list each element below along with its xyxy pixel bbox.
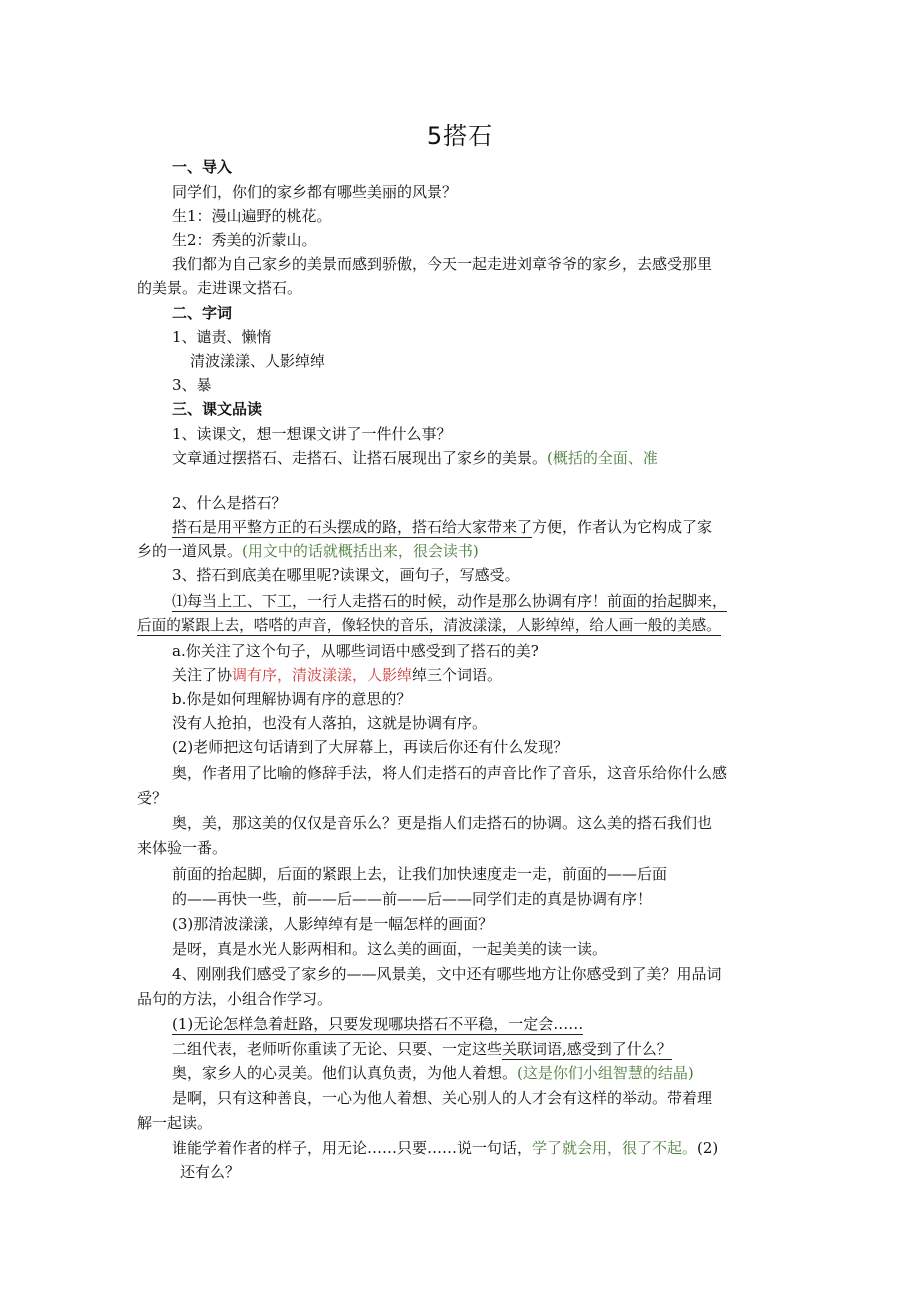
section-heading-intro: 一、导入 bbox=[172, 158, 233, 176]
section-heading-reading: 三、课文品读 bbox=[172, 400, 263, 418]
paragraph-line: 同学们，你们的家乡都有哪些美丽的风景？ bbox=[172, 183, 458, 201]
paragraph-text: 绰三个词语。 bbox=[412, 666, 503, 684]
paragraph-line: a.你关注了这个句子，从哪些词语中感受到了搭石的美? bbox=[172, 642, 539, 660]
paragraph-line: 是啊，只有这种善良，一心为他人着想、关心别人的人才会有这样的举动。带着理 bbox=[172, 1089, 713, 1107]
paragraph-line bbox=[137, 617, 797, 635]
paragraph-line: (2)老师把这句话请到了大屏幕上，再读后你还有什么发现？ bbox=[172, 738, 569, 756]
paragraph-line bbox=[137, 542, 797, 560]
paragraph-line: 奥，作者用了比喻的修辞手法，将人们走搭石的声音比作了音乐，这音乐给你什么感 bbox=[172, 764, 728, 782]
paragraph-line: 3、搭石到底美在哪里呢?读课文，画句子，写感受。 bbox=[172, 566, 520, 584]
paragraph-line: 2、什么是搭石？ bbox=[172, 494, 287, 512]
underlined-text: (1)无论怎样急着赶路，只要发现哪块搭石不平稳，一定会…… bbox=[172, 1015, 584, 1033]
paragraph-line: 的美景。走进课文搭石。 bbox=[137, 279, 303, 297]
paragraph-line bbox=[172, 1015, 832, 1033]
paragraph-line: 还有么？ bbox=[180, 1163, 241, 1181]
paragraph-line: 的——再快一些，前——后——前——后——同学们走的真是协调有序！ bbox=[172, 890, 653, 908]
paragraph-text: 文章通过摆搭石、走搭石、让搭石展现出了家乡的美景。 bbox=[172, 449, 548, 467]
teacher-comment: (这是你们小组智慧的结晶) bbox=[517, 1064, 694, 1082]
highlighted-words: 调有序，清波漾漾，人影绰 bbox=[232, 666, 413, 684]
teacher-comment: (概括的全面、准 bbox=[547, 449, 658, 467]
underlined-text: 后面的紧跟上去，嗒嗒的声音，像轻快的音乐，清波漾漾，人影绰绰，给人画一般的美感。 bbox=[137, 617, 721, 634]
paragraph-line: 清波漾漾、人影绰绰 bbox=[190, 352, 326, 370]
paragraph-line bbox=[172, 592, 832, 610]
paragraph-line bbox=[172, 1040, 832, 1058]
paragraph-line: 1、读课文，想一想课文讲了一件什么事？ bbox=[172, 425, 452, 443]
paragraph-line: 前面的抬起脚，后面的紧跟上去，让我们加快速度走一走，前面的——后面 bbox=[172, 865, 668, 883]
paragraph-text: 方便，作者认为它构成了家 bbox=[532, 518, 713, 536]
paragraph-text: (2) bbox=[697, 1139, 719, 1157]
page-title: 5搭石 bbox=[426, 122, 494, 150]
paragraph-line: 奥，美，那这美的仅仅是音乐么？更是指人们走搭石的协调。这么美的搭石我们也 bbox=[172, 814, 713, 832]
section-heading-words: 二、字词 bbox=[172, 304, 233, 322]
paragraph-line: 是呀，真是水光人影两相和。这么美的画面，一起美美的读一读。 bbox=[172, 940, 608, 958]
paragraph-line: (3)那清波漾漾，人影绰绰有是一幅怎样的画面？ bbox=[172, 915, 494, 933]
teacher-comment: 学了就会用，很了不起。 bbox=[532, 1139, 698, 1157]
paragraph-line: 4、刚刚我们感受了家乡的——风景美，文中还有哪些地方让你感受到了美？用品词 bbox=[172, 965, 722, 983]
underlined-text: 关联词语,感受到了什么？ bbox=[502, 1040, 672, 1058]
paragraph-line bbox=[172, 1064, 832, 1082]
paragraph-line: 生2：秀美的沂蒙山。 bbox=[172, 231, 317, 249]
paragraph-line: 1、谴责、懒惰 bbox=[172, 328, 272, 346]
paragraph-line: 品句的方法，小组合作学习。 bbox=[137, 990, 333, 1008]
paragraph-line: 3、暴 bbox=[172, 376, 212, 394]
paragraph-text: 二组代表，老师听你重读了无论、只要、一定这些 bbox=[172, 1040, 503, 1058]
paragraph-line: 来体验一番。 bbox=[137, 839, 228, 857]
paragraph-line: 受？ bbox=[137, 789, 168, 807]
paragraph-text: 谁能学着作者的样子，用无论……只要……说一句话， bbox=[172, 1139, 533, 1157]
paragraph-line: b.你是如何理解协调有序的意思的？ bbox=[172, 690, 412, 708]
paragraph-text: 乡的一道风景。 bbox=[137, 542, 243, 560]
paragraph-line bbox=[172, 518, 832, 536]
paragraph-line bbox=[172, 1139, 832, 1157]
paragraph-text: 奥，家乡人的心灵美。他们认真负责，为他人着想。 bbox=[172, 1064, 518, 1082]
teacher-comment: (用文中的话就概括出来，很会读书) bbox=[242, 542, 479, 560]
paragraph-line bbox=[172, 449, 832, 467]
paragraph-line bbox=[172, 666, 832, 684]
paragraph-line: 解一起读。 bbox=[137, 1114, 213, 1132]
paragraph-line: 生1：漫山遍野的桃花。 bbox=[172, 207, 332, 225]
paragraph-line: 我们都为自己家乡的美景而感到骄傲，今天一起走进刘章爷爷的家乡，去感受那里 bbox=[172, 255, 713, 273]
paragraph-line: 没有人抢拍，也没有人落拍，这就是协调有序。 bbox=[172, 714, 488, 732]
paragraph-text: 关注了协 bbox=[172, 666, 233, 684]
underlined-text: ⑴每当上工、下工，一行人走搭石的时候，动作是那么协调有序！前面的抬起脚来， bbox=[172, 592, 728, 610]
underlined-text: 搭石是用平整方正的石头摆成的路，搭石给大家带来了 bbox=[172, 518, 533, 536]
